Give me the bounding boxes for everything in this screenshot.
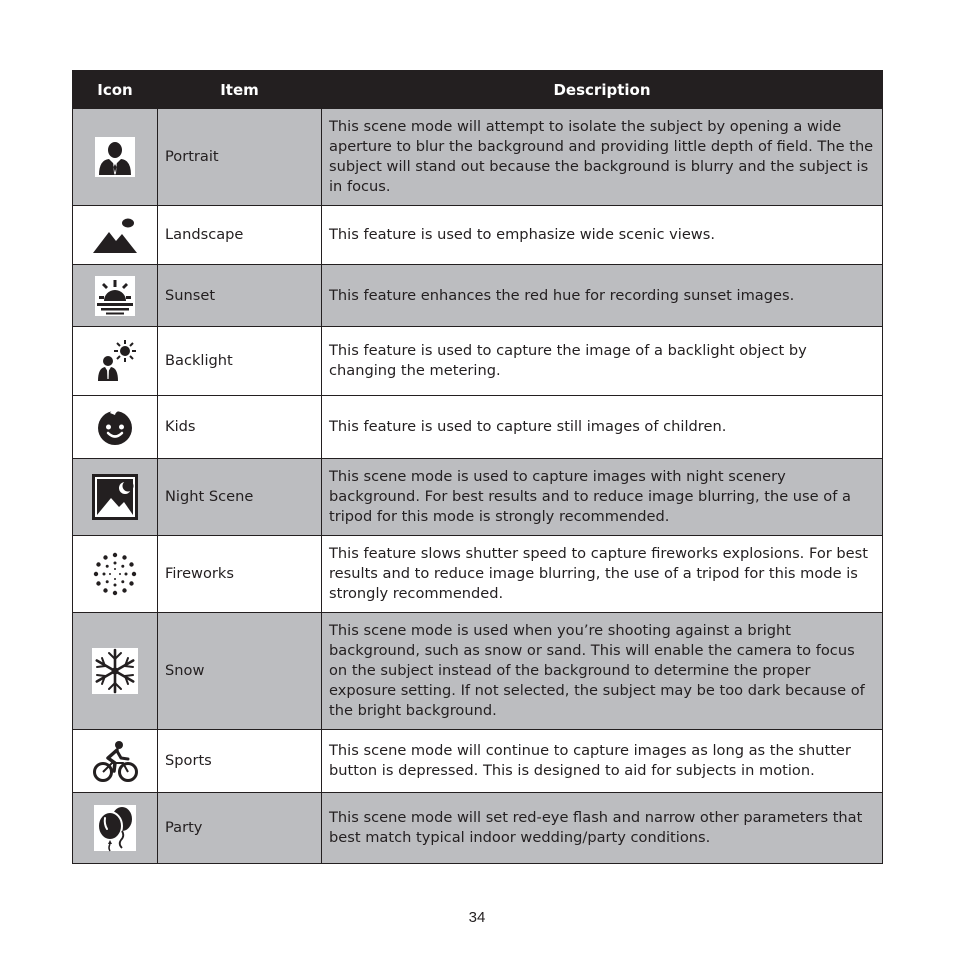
table-row: [73, 730, 883, 793]
item-description: This scene mode will set red-eye flash and narrow other parameters that best match typical indoor wedding/party conditions.: [322, 793, 883, 864]
sports-icon: [91, 737, 139, 785]
description-column-header: Description: [322, 71, 883, 109]
icon-cell: [73, 459, 158, 536]
item-column-header: Item: [158, 71, 322, 109]
party-icon: [91, 804, 139, 852]
item-description: This feature enhances the red hue for recording sunset images.: [322, 265, 883, 327]
table-row: [73, 206, 883, 265]
icon-cell: [73, 536, 158, 613]
icon-cell: [73, 206, 158, 265]
item-label: Kids: [158, 396, 322, 459]
backlight-icon: [91, 337, 139, 385]
item-label: Portrait: [158, 109, 322, 206]
item-description: This scene mode is used to capture images with night scenery background. For best results and to reduce image blurring, the use of a tripod for this mode is strongly recommended.: [322, 459, 883, 536]
kids-icon: [91, 403, 139, 451]
page-number: 34: [468, 909, 486, 926]
table-row: [73, 265, 883, 327]
table-row: [73, 613, 883, 730]
item-label: Party: [158, 793, 322, 864]
item-label: Snow: [158, 613, 322, 730]
scene-mode-table: [72, 70, 883, 864]
table-row: [73, 109, 883, 206]
table-row: [73, 793, 883, 864]
table-row: [73, 396, 883, 459]
icon-cell: [73, 613, 158, 730]
item-label: Sports: [158, 730, 322, 793]
item-description: This scene mode will attempt to isolate the subject by opening a wide aperture to blur the background and providing little depth of field. The the subject will stand out because the background is blurry and the subject is in focus.: [322, 109, 883, 206]
portrait-icon: [91, 133, 139, 181]
item-description: This feature is used to emphasize wide scenic views.: [322, 206, 883, 265]
icon-cell: [73, 327, 158, 396]
fireworks-icon: [91, 550, 139, 598]
table-row: [73, 536, 883, 613]
table-row: [73, 459, 883, 536]
icon-cell: [73, 265, 158, 327]
snow-icon: [91, 647, 139, 695]
table-header-row: [73, 71, 883, 109]
item-label: Landscape: [158, 206, 322, 265]
item-description: This scene mode will continue to capture images as long as the shutter button is depressed. This is designed to aid for subjects in motion.: [322, 730, 883, 793]
landscape-icon: [91, 211, 139, 259]
item-description: This feature slows shutter speed to capture fireworks explosions. For best results and to reduce image blurring, the use of a tripod for this mode is strongly recommended.: [322, 536, 883, 613]
item-description: This feature is used to capture the image of a backlight object by changing the metering.: [322, 327, 883, 396]
table-row: [73, 327, 883, 396]
night-scene-icon: [91, 473, 139, 521]
icon-column-header: Icon: [73, 71, 158, 109]
item-label: Night Scene: [158, 459, 322, 536]
sunset-icon: [91, 272, 139, 320]
item-label: Backlight: [158, 327, 322, 396]
item-description: This feature is used to capture still images of children.: [322, 396, 883, 459]
item-label: Sunset: [158, 265, 322, 327]
icon-cell: [73, 396, 158, 459]
icon-cell: [73, 793, 158, 864]
item-description: This scene mode is used when you’re shooting against a bright background, such as snow or sand. This will enable the camera to focus on the subject instead of the background to determine the proper exposure setting. If not selected, the subject may be too dark because of the bright background.: [322, 613, 883, 730]
item-label: Fireworks: [158, 536, 322, 613]
icon-cell: [73, 730, 158, 793]
icon-cell: [73, 109, 158, 206]
